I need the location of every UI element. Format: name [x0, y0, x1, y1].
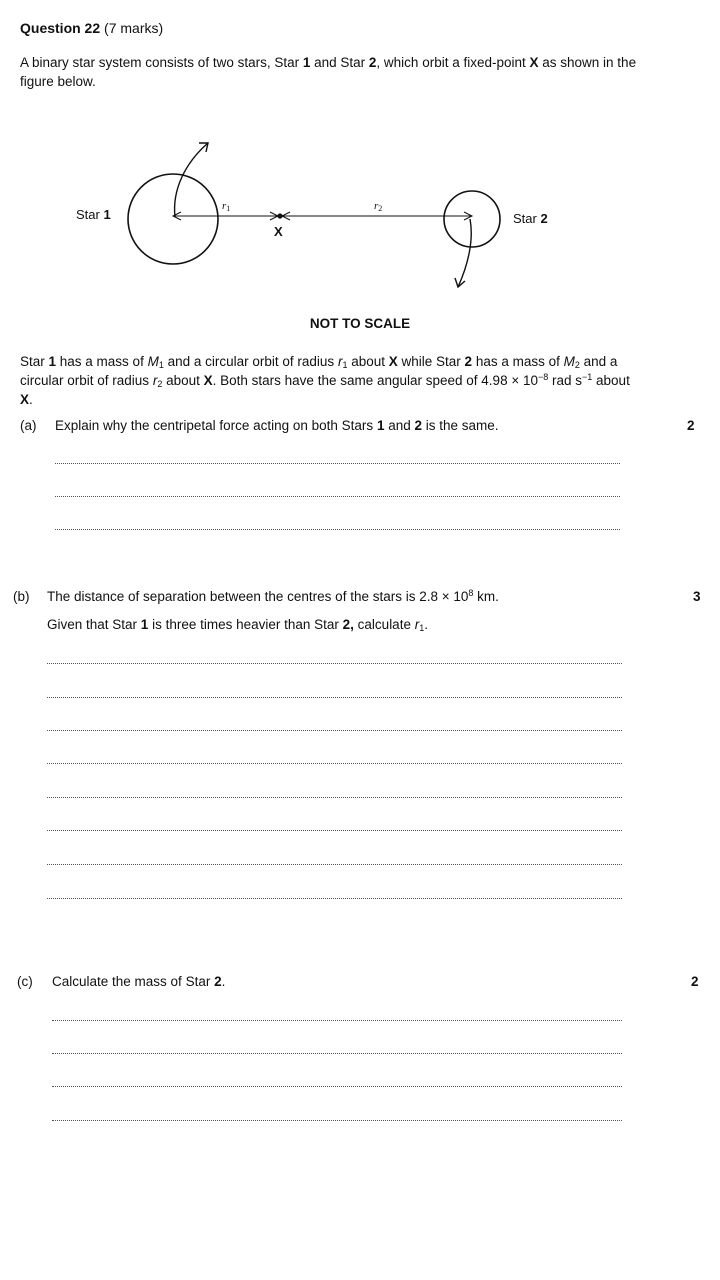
- part-c-answer-line-3[interactable]: [52, 1086, 622, 1087]
- binary-star-figure: [60, 135, 548, 300]
- part-b-question-line2: Given that Star 1 is three times heavier than Star 2, calculate $r_1$.: [47, 617, 428, 633]
- part-b-question-line1: The distance of separation between the centres of the stars is $2.8 \times 10^8$ km.: [47, 588, 499, 604]
- star1-velocity-arrow: [175, 143, 208, 217]
- part-c-marks: 2: [691, 974, 699, 989]
- figure-caption: NOT TO SCALE: [309, 316, 411, 331]
- part-b-answer-line-2[interactable]: [47, 697, 622, 698]
- part-a-question: Explain why the centripetal force acting on both Stars 1 and 2 is the same.: [55, 418, 499, 433]
- part-c-answer-line-2[interactable]: [52, 1053, 622, 1054]
- part-c-answer-line-4[interactable]: [52, 1120, 622, 1121]
- part-b-answer-line-3[interactable]: [47, 730, 622, 731]
- question-marks: (7 marks): [104, 20, 164, 36]
- star2-circle: [444, 191, 500, 247]
- intro-text: A binary star system consists of two stars, Star: [20, 55, 303, 70]
- part-c-question: Calculate the mass of Star 2.: [52, 974, 226, 989]
- part-a-answer-line-3[interactable]: [55, 529, 620, 530]
- intro-text: as shown in the figure below.: [20, 55, 637, 89]
- part-b-label: (b): [13, 589, 30, 604]
- point-x-dot: [277, 213, 282, 218]
- part-a-label: (a): [20, 418, 37, 433]
- part-b-answer-line-8[interactable]: [47, 898, 622, 899]
- star2-label: Star 2: [513, 211, 548, 226]
- part-b-answer-line-1[interactable]: [47, 663, 622, 664]
- part-c-label: (c): [17, 974, 33, 989]
- point-x-label: X: [274, 224, 283, 239]
- intro-text: , which orbit a fixed-point: [376, 55, 530, 70]
- r2-label: r2: [374, 200, 383, 213]
- part-a-marks: 2: [687, 418, 695, 433]
- part-b-answer-line-4[interactable]: [47, 763, 622, 764]
- part-b-marks: 3: [693, 589, 701, 604]
- part-c-answer-line-1[interactable]: [52, 1020, 622, 1021]
- question-number: Question 22: [20, 20, 101, 36]
- part-a-answer-line-1[interactable]: [55, 463, 620, 464]
- orbit-diagram: [60, 135, 548, 300]
- intro-star2: 2: [368, 55, 377, 70]
- star1-label: Star 1: [76, 207, 111, 222]
- intro-paragraph: [20, 53, 640, 91]
- part-a-answer-line-2[interactable]: [55, 496, 620, 497]
- star1-circle: [128, 174, 218, 264]
- star2-velocity-arrow: [458, 219, 471, 287]
- info-paragraph: Star 1 has a mass of $M_1$ and a circular orbit of radius $r_1$ about X while Star 2 has a mass of $M_2$ and a circular orbit of radius $r_2$ about X. Both stars have the same angular speed of $4.98 \times 10^{-8}$ rad $s^{-1}$ about X.: [20, 354, 630, 407]
- question-title: [20, 20, 163, 36]
- r1-label: r1: [222, 200, 231, 213]
- intro-text: and Star: [310, 55, 369, 70]
- intro-star1: 1: [302, 55, 311, 70]
- part-b-answer-line-6[interactable]: [47, 830, 622, 831]
- part-b-answer-line-5[interactable]: [47, 797, 622, 798]
- part-b-answer-line-7[interactable]: [47, 864, 622, 865]
- intro-point-x: X: [529, 55, 539, 70]
